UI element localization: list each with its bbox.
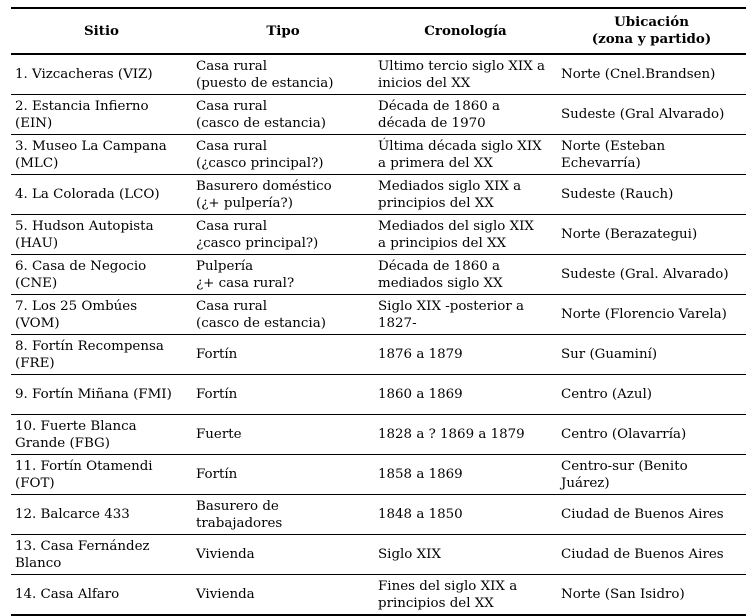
site-text: 9. Fortín Miñana (FMI) xyxy=(15,387,172,402)
location-text: Sudeste (Gral Alvarado) xyxy=(561,107,725,122)
cell-location xyxy=(557,375,746,415)
table-row xyxy=(11,54,746,95)
header-cronologia: Cronología xyxy=(374,8,557,54)
table-row xyxy=(11,175,746,215)
cell-site xyxy=(11,175,192,215)
table-row xyxy=(11,215,746,255)
chronology-text: Siglo XIX xyxy=(378,547,441,562)
cell-type xyxy=(192,175,374,215)
type-text: Fortín xyxy=(196,347,238,362)
type-text: Casa rural (casco de estancia) xyxy=(196,298,326,331)
type-text: Basurero doméstico (¿+ pulpería?) xyxy=(196,178,332,211)
cell-site xyxy=(11,335,192,375)
cell-chronology xyxy=(374,95,557,135)
header-sitio: Sitio xyxy=(11,8,192,54)
chronology-text: Fines del siglo XIX a principios del XX xyxy=(378,578,518,611)
site-text: 3. Museo La Campana (MLC) xyxy=(15,138,167,171)
site-text: 1. Vizcacheras (VIZ) xyxy=(15,67,153,82)
chronology-text: 1828 a ? 1869 a 1879 xyxy=(378,427,525,442)
location-text: Centro (Olavarría) xyxy=(561,427,687,442)
cell-type xyxy=(192,495,374,535)
table-row xyxy=(11,575,746,616)
cell-chronology xyxy=(374,295,557,335)
site-text: 6. Casa de Negocio (CNE) xyxy=(15,258,147,291)
cell-type xyxy=(192,455,374,495)
site-text: 5. Hudson Autopista (HAU) xyxy=(15,218,154,251)
cell-site xyxy=(11,415,192,455)
cell-chronology xyxy=(374,375,557,415)
type-text: Pulpería ¿+ casa rural? xyxy=(196,258,295,291)
table-row xyxy=(11,495,746,535)
type-text: Basurero de trabajadores xyxy=(196,498,283,531)
chronology-text: Ultimo tercio siglo XIX a inicios del XX xyxy=(378,58,545,91)
cell-type xyxy=(192,335,374,375)
cell-location xyxy=(557,535,746,575)
cell-site xyxy=(11,95,192,135)
location-text: Norte (Florencio Varela) xyxy=(561,307,727,322)
cell-type xyxy=(192,255,374,295)
cell-type xyxy=(192,295,374,335)
table-row xyxy=(11,135,746,175)
table-row xyxy=(11,455,746,495)
site-text: 13. Casa Fernández Blanco xyxy=(15,538,150,571)
location-text: Sudeste (Rauch) xyxy=(561,187,674,202)
cell-location xyxy=(557,455,746,495)
location-text: Ciudad de Buenos Aires xyxy=(561,547,724,562)
table-row xyxy=(11,335,746,375)
cell-chronology xyxy=(374,215,557,255)
chronology-text: 1858 a 1869 xyxy=(378,467,463,482)
cell-location xyxy=(557,335,746,375)
site-text: 14. Casa Alfaro xyxy=(15,587,120,602)
header-ubicacion: Ubicación (zona y partido) xyxy=(557,8,746,54)
cell-site xyxy=(11,495,192,535)
type-text: Fortín xyxy=(196,467,238,482)
cell-location xyxy=(557,495,746,535)
cell-chronology xyxy=(374,415,557,455)
table-row xyxy=(11,95,746,135)
cell-type xyxy=(192,375,374,415)
cell-type xyxy=(192,54,374,95)
location-text: Norte (Esteban Echevarría) xyxy=(561,138,666,171)
cell-location xyxy=(557,95,746,135)
location-text: Norte (San Isidro) xyxy=(561,587,685,602)
cell-chronology xyxy=(374,535,557,575)
type-text: Vivienda xyxy=(196,547,255,562)
cell-chronology xyxy=(374,255,557,295)
chronology-text: Última década siglo XIX a primera del XX xyxy=(378,138,542,171)
site-text: 10. Fuerte Blanca Grande (FBG) xyxy=(15,418,137,451)
sites-table xyxy=(11,7,746,616)
cell-type xyxy=(192,535,374,575)
cell-location xyxy=(557,295,746,335)
chronology-text: Década de 1860 a mediados siglo XX xyxy=(378,258,503,291)
cell-type xyxy=(192,215,374,255)
chronology-text: 1876 a 1879 xyxy=(378,347,463,362)
cell-location xyxy=(557,415,746,455)
type-text: Fortín xyxy=(196,387,238,402)
location-text: Norte (Berazategui) xyxy=(561,227,698,242)
site-text: 11. Fortín Otamendi (FOT) xyxy=(15,458,153,491)
site-text: 12. Balcarce 433 xyxy=(15,507,130,522)
type-text: Casa rural (casco de estancia) xyxy=(196,98,326,131)
chronology-text: 1848 a 1850 xyxy=(378,507,463,522)
location-text: Sur (Guaminí) xyxy=(561,347,658,362)
cell-site xyxy=(11,295,192,335)
type-text: Casa rural (¿casco principal?) xyxy=(196,138,324,171)
location-text: Centro-sur (Benito Juárez) xyxy=(561,458,688,491)
site-text: 8. Fortín Recompensa (FRE) xyxy=(15,338,164,371)
type-text: Casa rural ¿casco principal?) xyxy=(196,218,319,251)
cell-chronology xyxy=(374,135,557,175)
cell-site xyxy=(11,375,192,415)
chronology-text: Mediados siglo XIX a principios del XX xyxy=(378,178,522,211)
site-text: 2. Estancia Infierno (EIN) xyxy=(15,98,149,131)
cell-chronology xyxy=(374,575,557,616)
cell-location xyxy=(557,175,746,215)
cell-chronology xyxy=(374,495,557,535)
cell-type xyxy=(192,95,374,135)
cell-type xyxy=(192,135,374,175)
type-text: Vivienda xyxy=(196,587,255,602)
chronology-text: Siglo XIX -posterior a 1827- xyxy=(378,298,524,331)
cell-site xyxy=(11,215,192,255)
chronology-text: 1860 a 1869 xyxy=(378,387,463,402)
cell-site xyxy=(11,135,192,175)
table-row xyxy=(11,535,746,575)
location-text: Norte (Cnel.Brandsen) xyxy=(561,67,716,82)
header-tipo: Tipo xyxy=(192,8,374,54)
cell-location xyxy=(557,135,746,175)
site-text: 4. La Colorada (LCO) xyxy=(15,187,160,202)
cell-site xyxy=(11,54,192,95)
table-row xyxy=(11,375,746,415)
table-row xyxy=(11,415,746,455)
type-text: Casa rural (puesto de estancia) xyxy=(196,58,334,91)
type-text: Fuerte xyxy=(196,427,242,442)
cell-chronology xyxy=(374,335,557,375)
cell-location xyxy=(557,54,746,95)
location-text: Centro (Azul) xyxy=(561,387,652,402)
cell-chronology xyxy=(374,54,557,95)
cell-site xyxy=(11,255,192,295)
cell-type xyxy=(192,415,374,455)
location-text: Sudeste (Gral. Alvarado) xyxy=(561,267,729,282)
cell-site xyxy=(11,535,192,575)
cell-location xyxy=(557,215,746,255)
cell-site xyxy=(11,575,192,616)
cell-chronology xyxy=(374,455,557,495)
cell-type xyxy=(192,575,374,616)
cell-chronology xyxy=(374,175,557,215)
cell-location xyxy=(557,255,746,295)
table-row xyxy=(11,295,746,335)
location-text: Ciudad de Buenos Aires xyxy=(561,507,724,522)
table-row xyxy=(11,255,746,295)
table-body xyxy=(11,54,746,615)
header-row xyxy=(11,8,746,54)
cell-location xyxy=(557,575,746,616)
site-text: 7. Los 25 Ombúes (VOM) xyxy=(15,298,138,331)
chronology-text: Mediados del siglo XIX a principios del XX xyxy=(378,218,534,251)
chronology-text: Década de 1860 a década de 1970 xyxy=(378,98,501,131)
cell-site xyxy=(11,455,192,495)
